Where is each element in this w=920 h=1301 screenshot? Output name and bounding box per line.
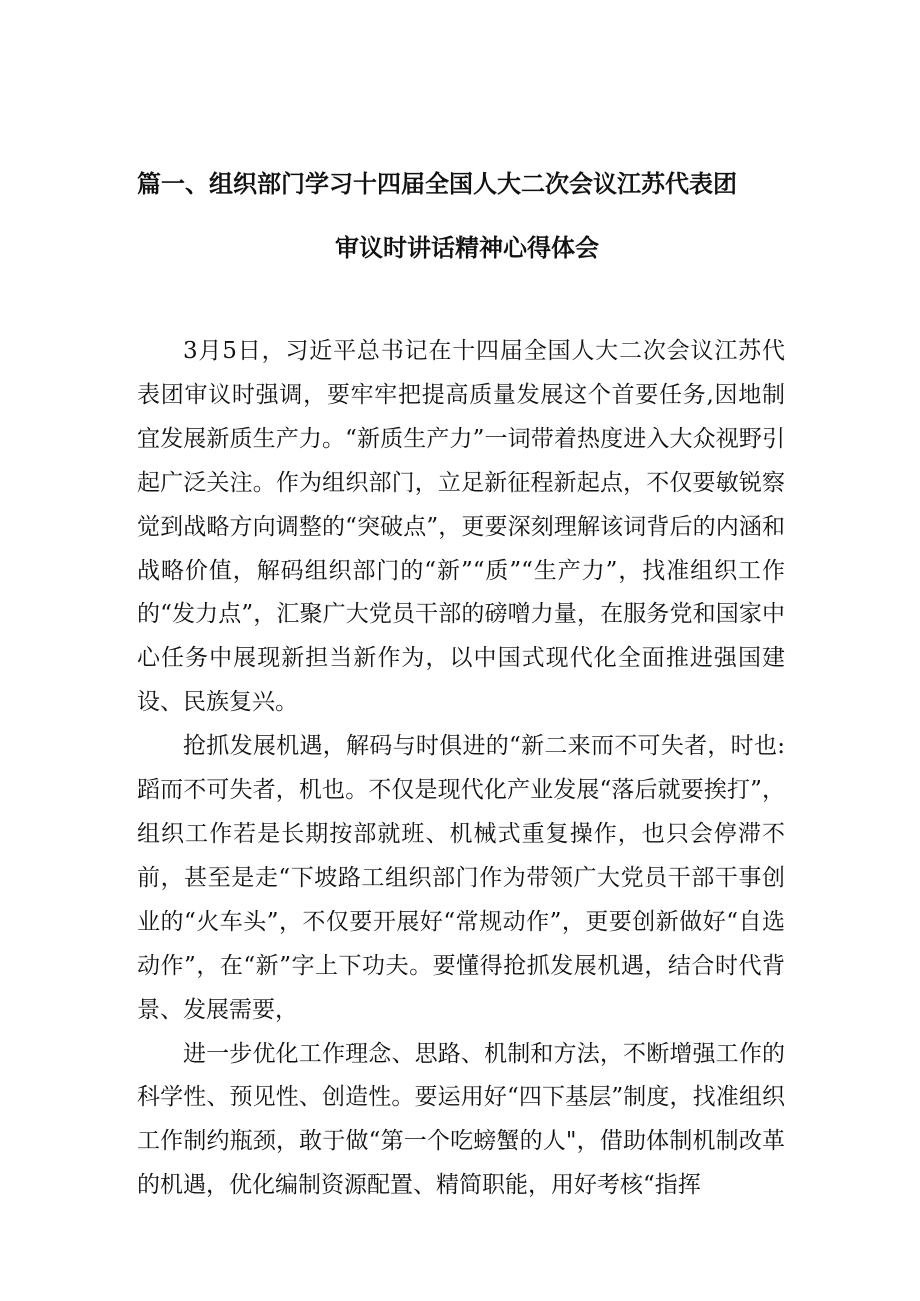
body-paragraph-3: 进一步优化工作理念、思路、机制和方法，不断增强工作的科学性、预见性、创造性。要运用好“四下基层”制度，找准组织工作制约瓶颈，敢于做“第一个吃螃蟹的人"，借助体制机制改革的机遇，优化编制资源配置、精简职能，用好考核“指挥 (137, 1040, 785, 1199)
body-paragraph-1: 3月5日，习近平总书记在十四届全国人大二次会议江苏代表团审议时强调，要牢牢把提高质量发展这个首要任务,因地制宜发展新质生产力。“新质生产力”一词带着热度进入大众视野引起广泛关注。作为组织部门，立足新征程新起点，不仅要敏锐察觉到战略方向调整的“突破点”，更要深刻理解该词背后的内涵和战略价值，解码组织部门的“新”“质”“生产力”，找准组织工作的“发力点”，汇聚广大党员干部的磅噌力量，在服务党和国家中心任务中展现新担当新作为，以中国式现代化全面推进强国建设、民族复兴。 (137, 338, 785, 716)
document-title-line-1: 篇一、组织部门学习十四届全国人大二次会议江苏代表团 (137, 170, 737, 198)
document-body (137, 330, 785, 1208)
document-title-line-2: 审议时讲话精神心得体会 (335, 234, 599, 262)
body-paragraph-2: 抢抓发展机遇，解码与时俱进的“新二来而不可失者，时也:蹈而不可失者，机也。不仅是现代化产业发展“落后就要挨打”，组织工作若是长期按部就班、机械式重复操作，也只会停滞不前，甚至是走“下坡路工组织部门作为带领广大党员干部干事创业的“火车头”，不仅要开展好“常规动作”，更要创新做好“自选动作”，在“新”字上下功夫。要懂得抢抓发展机遇，结合时代背景、发展需要， (137, 733, 785, 1023)
